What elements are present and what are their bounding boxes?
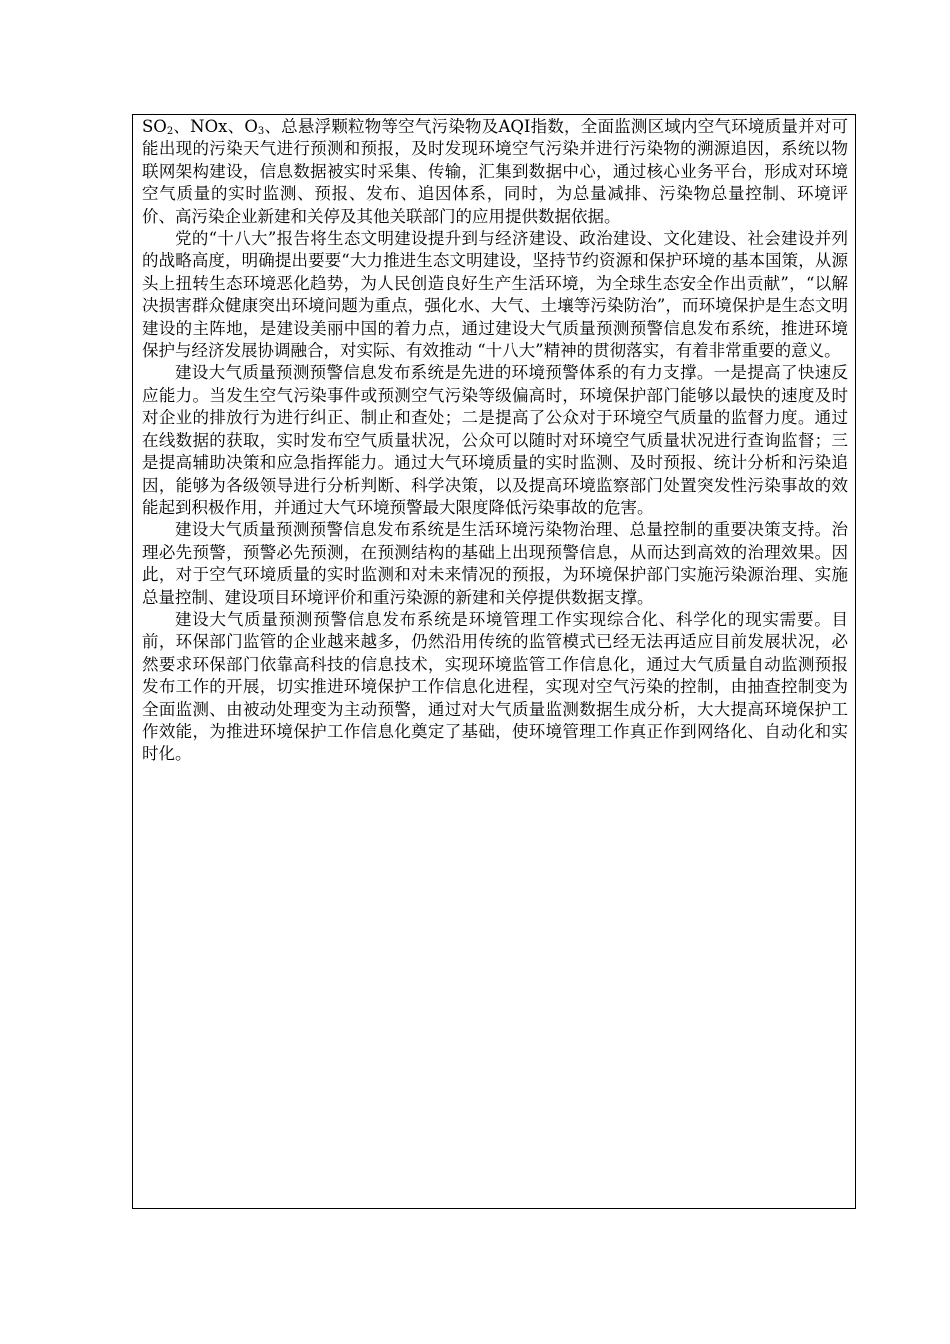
- paragraph-decision-support: 建设大气质量预测预警信息发布系统是生活环境污染物治理、总量控制的重要决策支持。治理必先预警，预警必先预测，在预测结构的基础上出现预警信息，从而达到高效的治理效果。因此，对于空气环境质量的实时监测和对未来情况的预报，为环境保护部门实施污染源治理、实施总量控制、建设项目环境评价和重污染源的新建和关停提供数据支撑。: [142, 520, 848, 607]
- subscript-2: 2: [166, 126, 174, 137]
- text-pollutants-rest: 、总悬浮颗粒物等空气污染物及AQI指数，全面监测区域内空气环境质量并对可能出现的污染天气进行预测和预报，及时发现环境空气污染并进行污染物的溯源追因，系统以物联网架构建设，信息数据被实时采集、传输，汇集到数据中心，通过核心业务平台，形成对环境空气质量的实时监测、预报、发布、追因体系，同时，为总量减排、污染物总量控制、环境评价、高污染企业新建和关停及其他关联部门的应用提供数据依据。: [142, 117, 848, 226]
- paragraph-warning-support: 建设大气质量预测预警信息发布系统是先进的环境预警体系的有力支撑。一是提高了快速反应能力。当发生空气污染事件或预测空气污染等级偏高时，环境保护部门能够以最快的速度及时对企业的排放行为进行纠正、制止和查处；二是提高了公众对于环境空气质量的监督力度。通过在线数据的获取，实时发布空气质量状况，公众可以随时对环境空气质量状况进行查询监督；三是提高辅助决策和应急指挥能力。通过大气环境质量的实时监测、及时预报、统计分析和污染追因，能够为各级领导进行分析判断、科学决策，以及提高环境监察部门处置突发性污染事故的效能起到积极作用，并通过大气环境预警最大限度降低污染事故的危害。: [142, 363, 848, 517]
- document-body: [142, 116, 848, 766]
- text-nox-o: 、NOx、O: [173, 117, 258, 136]
- subscript-3: 3: [257, 126, 265, 137]
- paragraph-management-needs: 建设大气质量预测预警信息发布系统是环境管理工作实现综合化、科学化的现实需要。目前，环保部门监管的企业越来越多，仍然沿用传统的监管模式已经无法再适应目前发展状况，必然要求环保部门依靠高科技的信息技术，实现环境监管工作信息化，通过大气质量自动监测预报发布工作的开展，切实推进环境保护工作信息化进程，实现对空气污染的控制，由抽查控制变为全面监测、由被动处理变为主动预警，通过对大气质量监测数据生成分析，大大提高环境保护工作效能，为推进环境保护工作信息化奠定了基础，使环境管理工作真正作到网络化、自动化和实时化。: [142, 609, 848, 764]
- text-so: SO: [142, 117, 167, 136]
- paragraph-eighteenth-congress: 党的“十八大”报告将生态文明建设提升到与经济建设、政治建设、文化建设、社会建设并列的战略高度，明确提出要要“大力推进生态文明建设，坚持节约资源和保护环境的基本国策，从源头上扭转生态环境恶化趋势，为人民创造良好生产生活环境，为全球生态安全作出贡献”，“以解决损害群众健康突出环境问题为重点，强化水、大气、土壤等污染防治”，而环境保护是生态文明建设的主阵地，是建设美丽中国的着力点，通过建设大气质量预测预警信息发布系统，推进环境保护与经济发展协调融合，对实际、有效推动 “十八大”精神的贯彻落实，有着非常重要的意义。: [142, 229, 848, 361]
- paragraph-pollutants: [142, 116, 848, 228]
